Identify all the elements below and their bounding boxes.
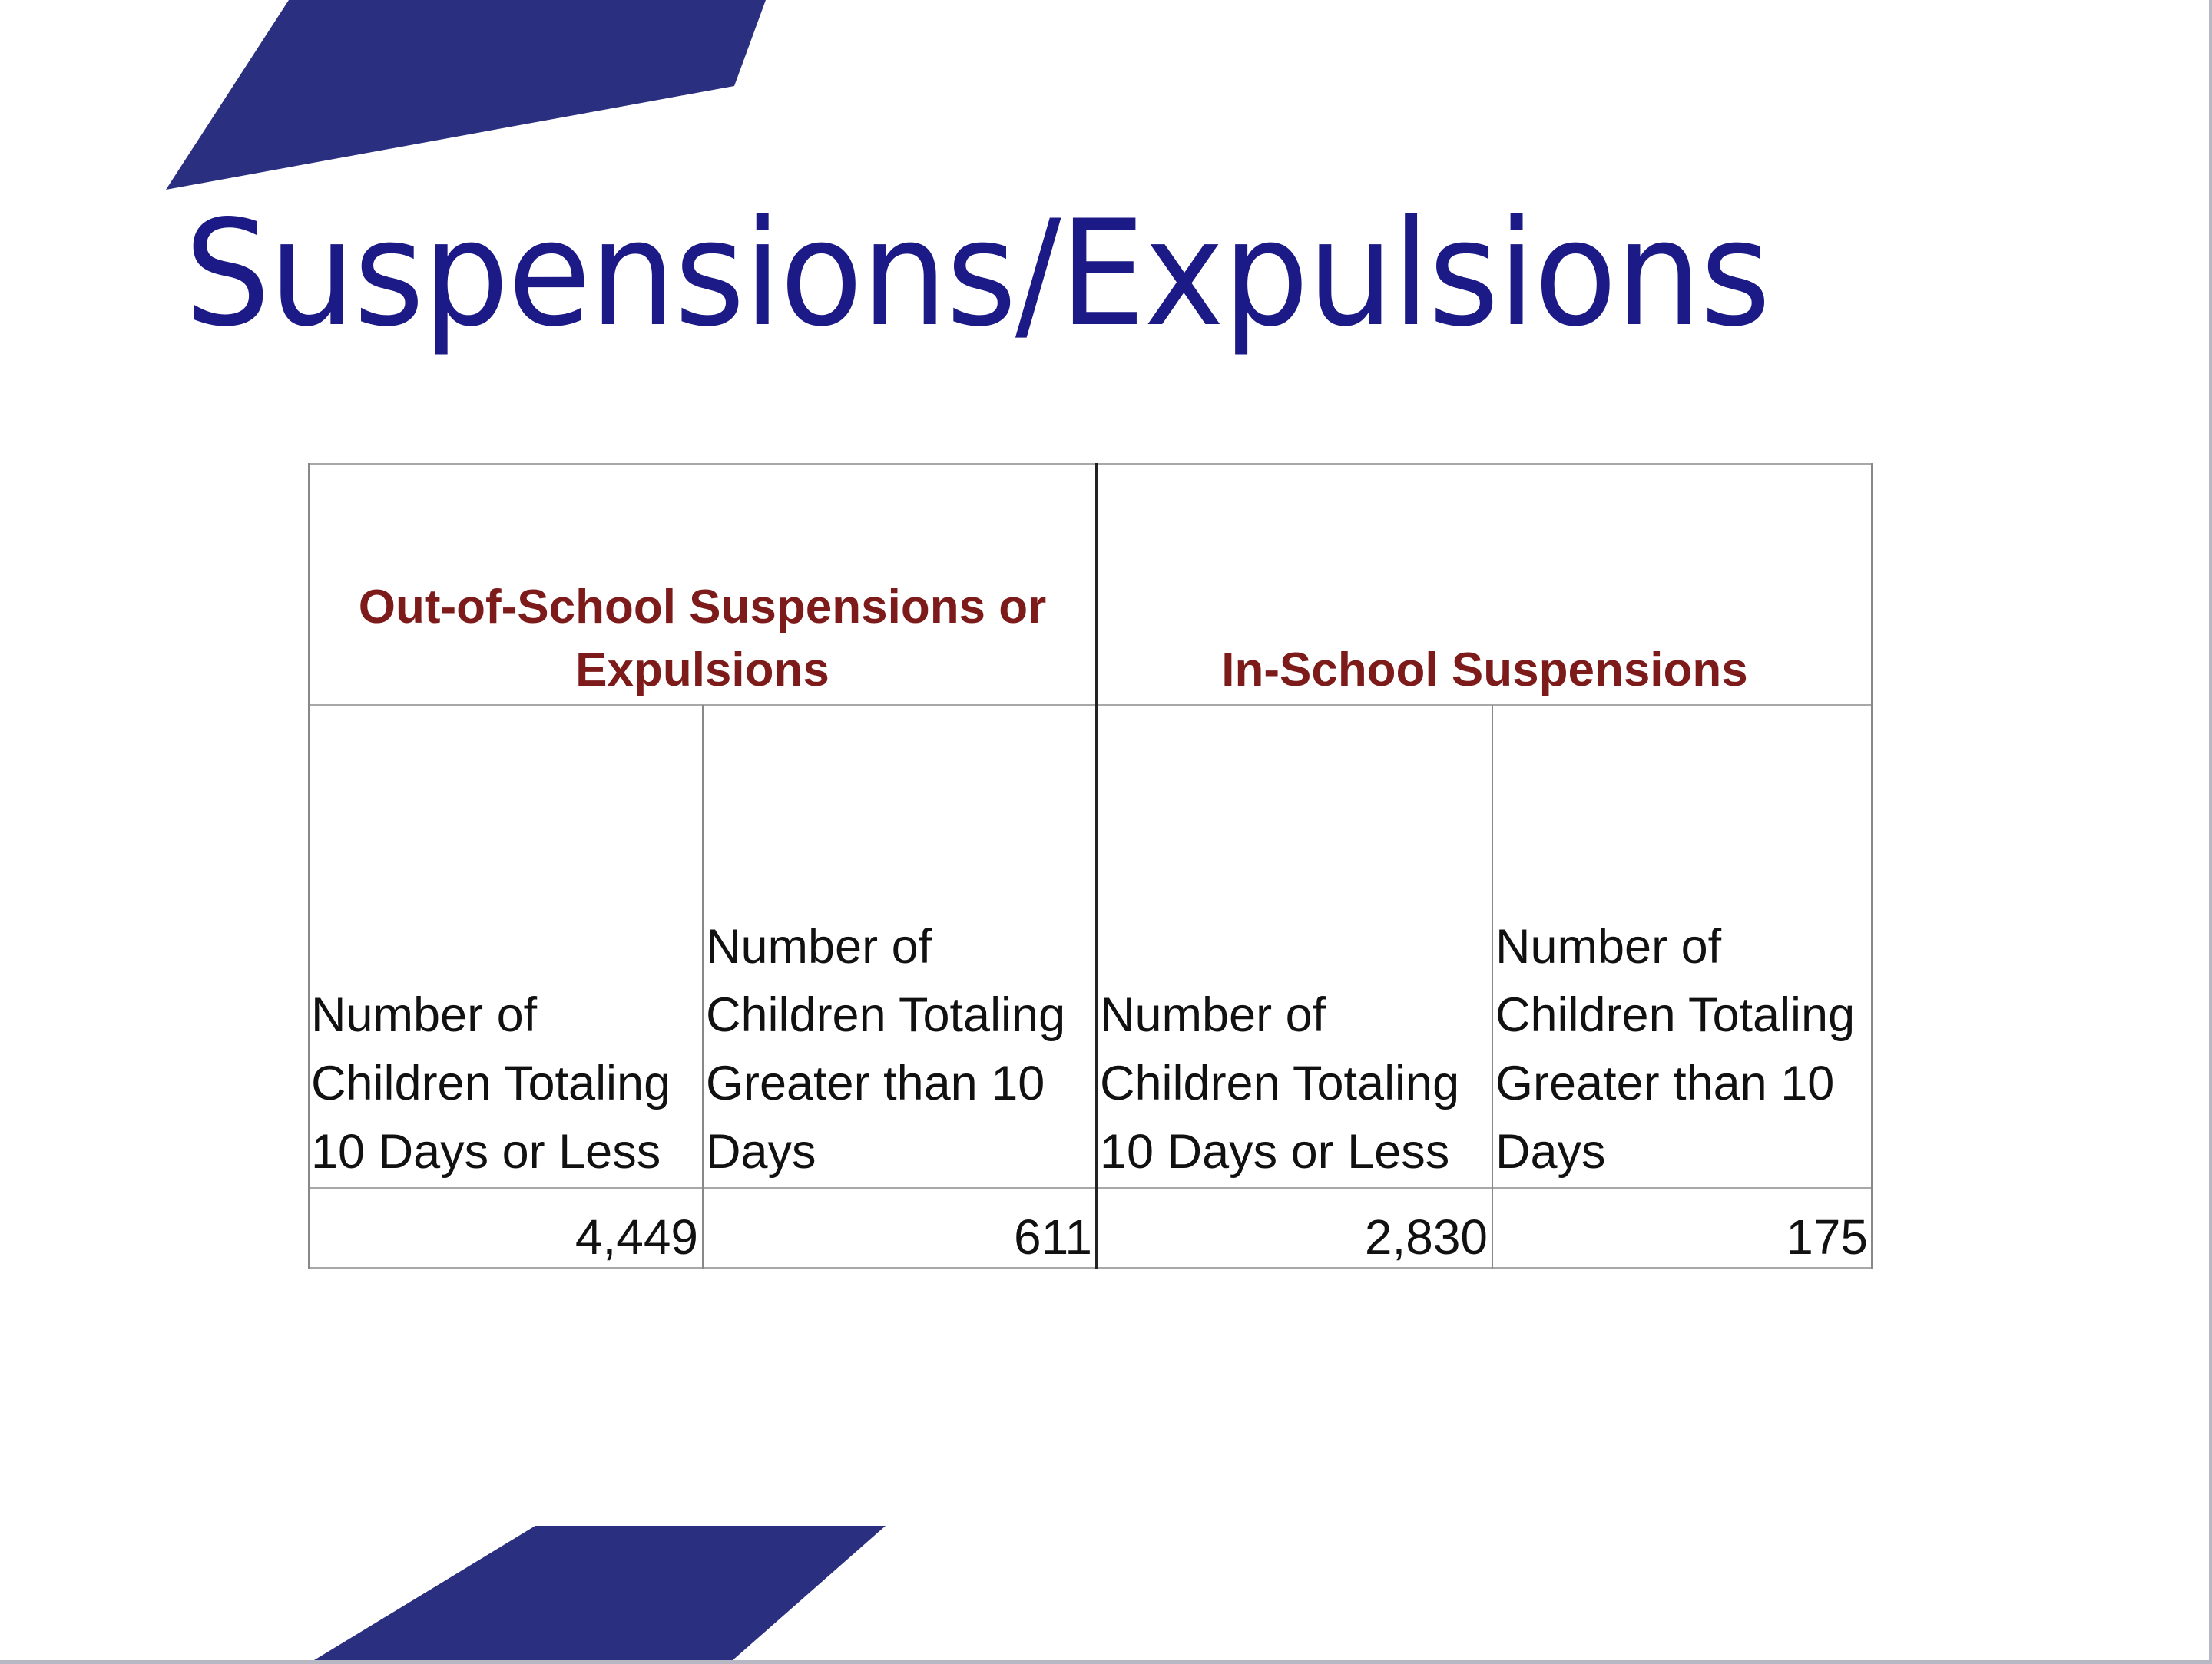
table-divider-header [308,1187,1873,1189]
value-text: 175 [1786,1209,1868,1265]
column-header-label: Number of Children Totaling Greater than 10 Days [706,920,1066,1179]
suspensions-table [308,463,1873,1269]
bottom-accent-shape [314,1526,886,1660]
table-cell-value [1097,1188,1492,1269]
table-border-right [1871,463,1873,1269]
column-header [1097,705,1492,1188]
column-header-label: Number of Children Totaling 10 Days or Less [311,988,671,1179]
table-border-bottom [308,1267,1873,1269]
top-accent-shape [166,0,766,190]
column-header [308,705,703,1188]
table-border-left [308,463,310,1269]
table-cell-value [308,1188,703,1269]
value-text: 2,830 [1364,1209,1488,1265]
table-divider-group [308,704,1873,706]
table-border-top [308,463,1873,465]
column-header-label: Number of Children Totaling Greater than 10 Days [1495,920,1856,1179]
slide-title: Suspensions/Expulsions [184,189,1770,359]
group-header-out-of-school [308,463,1097,705]
group-header-label: In-School Suspensions [1221,643,1748,696]
group-header-label: Out-of-School Suspensions or Expulsions [358,581,1047,696]
table-cell-value [703,1188,1097,1269]
table-divider-col3 [1492,705,1493,1269]
column-header [703,705,1097,1188]
table-cell-value [1492,1188,1873,1269]
table-divider-groups [1095,463,1098,1269]
group-header-in-school [1097,463,1873,705]
column-header-label: Number of Children Totaling 10 Days or Less [1100,988,1460,1179]
table-divider-col1 [702,705,704,1269]
value-text: 4,449 [575,1209,698,1265]
column-header [1492,705,1873,1188]
value-text: 611 [1013,1209,1092,1265]
